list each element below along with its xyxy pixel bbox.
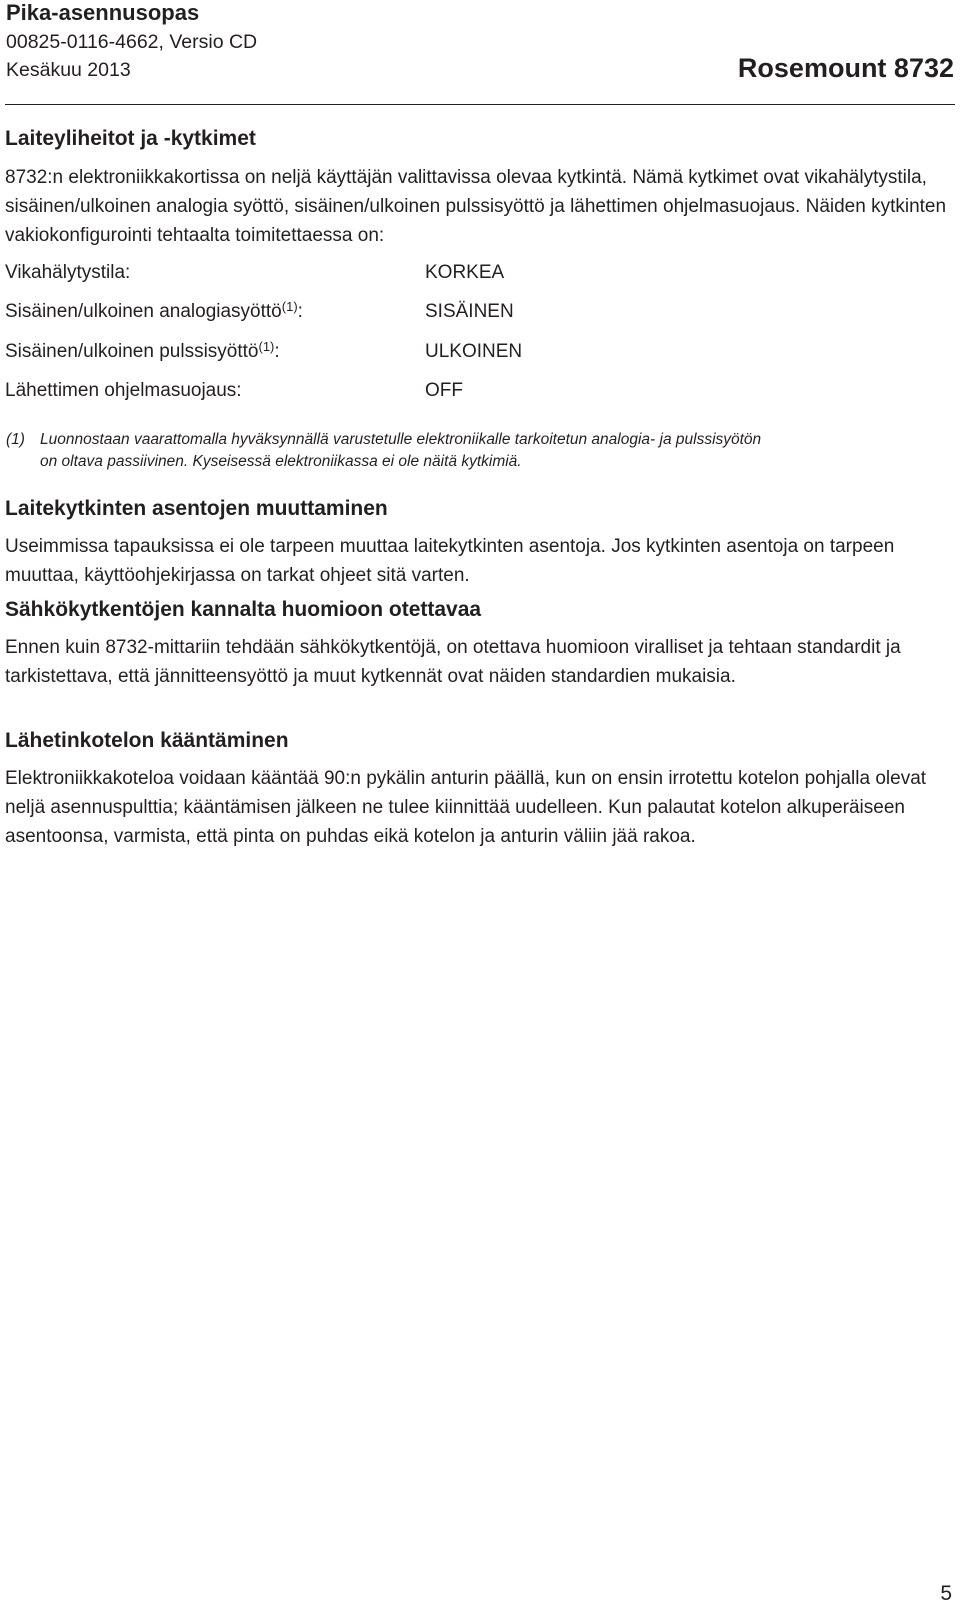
setting-value-alarm: KORKEA [425,262,505,283]
section-heading-switches: Laiteyliheitot ja -kytkimet [5,127,256,150]
section-heading-changing: Laitekytkinten asentojen muuttaminen [5,497,388,520]
footnote [6,429,906,473]
document-number: 00825-0116-4662, Versio CD [6,31,258,53]
setting-value-pulse: ULKOINEN [425,341,523,362]
setting-value-analog: SISÄINEN [425,301,514,322]
footnote-marker: (1) [6,431,25,448]
section-paragraph-rotation: Elektroniikkakoteloa voidaan kääntää 90:n pykälin anturin päällä, kun on ensin irrotettu kotelon pohjalla olevat neljä asennuspulttia; kääntämisen jälkeen ne tulee kiinnittää uudelleen. Kun palautat kotelon alkuperäiseen asentoonsa, varmista, että pinta on puhdas eikä kotelon ja anturin väliin jää rakoa. [5,768,927,847]
product-name: Rosemount 8732 [737,53,954,83]
section-paragraph-changing: Useimmissa tapauksissa ei ole tarpeen muuttaa laitekytkinten asentoja. Jos kytkinten asentoja on tarpeen muuttaa, käyttöohjekirjassa on tarkat ohjeet sitä varten. [5,536,895,586]
footnote-line-1: Luonnostaan vaarattomalla hyväksynnällä varustetulle elektroniikalle tarkoitetun analogia- ja pulssisyötön [40,431,762,448]
footnote-ref: (1) [281,299,298,314]
setting-label-alarm: Vikahälytystila: [5,262,131,283]
setting-label-pulse: Sisäinen/ulkoinen pulssisyöttö$^{(1)}$: [5,339,280,362]
section-heading-wiring: Sähkökytkentöjen kannalta huomioon otettavaa [5,598,482,621]
section-heading-rotation: Lähetinkotelon kääntäminen [5,729,289,752]
footnote-line-2: on oltava passiivinen. Kyseisessä elektroniikassa ei ole näitä kytkimiä. [40,453,522,470]
setting-value-security: OFF [425,380,463,401]
page-number: 5 [940,1582,952,1605]
footnote-ref: (1) [258,339,275,354]
setting-label-security: Lähettimen ohjelmasuojaus: [5,380,242,401]
document-date: Kesäkuu 2013 [6,59,131,81]
section-paragraph-switches: 8732:n elektroniikkakortissa on neljä käyttäjän valittavissa olevaa kytkintä. Nämä kytkimet ovat vikahälytystila, sisäinen/ulkoinen analogia syöttö, sisäinen/ulkoinen pulssisyöttö ja lähettimen ohjelmasuojaus. Näiden kytkinten vakiokonfigurointi tehtaalta toimitettaessa on: [5,167,947,246]
document-title: Pika-asennusopas [6,0,200,25]
setting-label-analog: Sisäinen/ulkoinen analogiasyöttö$^{(1)}$: [5,299,303,322]
section-paragraph-wiring: Ennen kuin 8732-mittariin tehdään sähkökytkentöjä, on otettava huomioon viralliset ja tehtaan standardit ja tarkistettava, että jännitteensyöttö ja muut kytkennät ovat näiden standardien mukaisia. [5,637,901,687]
header-divider [5,104,955,105]
